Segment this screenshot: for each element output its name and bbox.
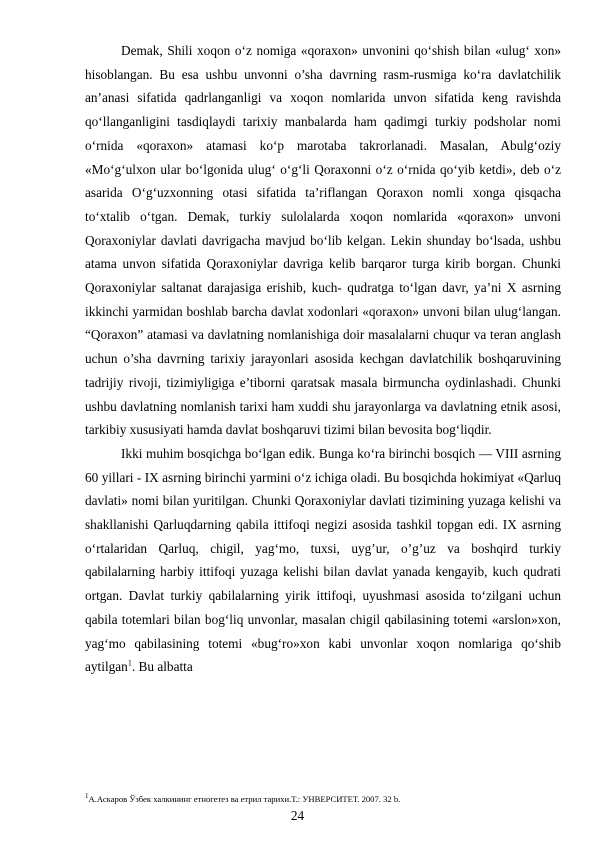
footnote-marker: 1 (85, 792, 89, 801)
page-number: 24 (290, 808, 305, 823)
page-body (85, 39, 561, 679)
footnote-text: А.Аскаров Ўзбек халкининг етногетез ва етрил тарихи.Т.: УНВЕРСИТЕТ. 2007. 32 b. (88, 794, 401, 804)
paragraph-1: Demak, Shili xoqon o‘z nomiga «qoraxon» unvonini qo‘shish bilan «ulug‘ xon» hisoblangan. Bu esa ushbu unvonni o’sha davrning rasm-rusmiga ko‘ra davlatchilik an’anasi sifatida qadrlanganligi va xoqon nomlarida unvon sifatida keng ravishda qo‘llanganligini tasdiqlaydi tarixiy manbalarda ham qadimgi turkiy podsholar nomi o‘rnida «qoraxon» atamasi ko‘p marotaba takrorlanadi. Masalan, Abulg‘oziy «Mo‘g‘ulxon ular bo‘lgonida ulug‘ o‘g‘li Qoraxonni o‘z o‘rnida qo‘yib ketdi», deb o‘z asarida O‘g‘uzxonning otasi sifatida ta’riflangan Qoraxon nomli xonga qisqacha to‘xtalib o‘tgan. Demak, turkiy sulolalarda xoqon nomlarida «qoraxon» unvoni Qoraxoniylar davlati davrigacha mavjud bo‘lib kelgan. Lekin shunday bo‘lsada, ushbu atama unvon sifatida Qoraxoniylar davriga kelib barqaror turga kirib borgan. Chunki Qoraxoniylar saltanat darajasiga erishib, kuch- qudratga to‘lgan davr, ya’ni X asrning ikkinchi yarmidan boshlab barcha davlat xodonlari «qoraxon» unvoni bilan ulug‘langan. “Qoraxon” atamasi va davlatning nomlanishiga doir masalalarni chuqur va teran anglash uchun o’sha davrning tarixiy jarayonlari asosida kechgan davlatchilik boshqaruvining tadrijiy rivoji, tizimiyligiga e’tiborni qaratsak masala birmuncha oydinlashadi. Chunki ushbu davlatning nomlanish tarixi ham xuddi shu jarayonlarga va davlatning etnik asosi, tarkibiy xususiyati hamda davlat boshqaruvi tizimi bilan bevosita bog‘liqdir. (85, 43, 561, 438)
paragraph-2-text: Ikki muhim bosqichga bo‘lgan edik. Bunga ko‘ra birinchi bosqich — VIII asrning 60 yillari - IX asrning birinchi yarmini o‘z ichiga oladi. Bu bosqichda hokimiyat «Qarluq davlati» nomi bilan yuritilgan. Chunki Qoraxoniylar davlati tizimining yuzaga kelishi va shakllanishi Qarluqdarning qabila ittifoqi negizi asosida tashkil topgan edi. IX asrning o‘rtalaridan Qarluq, chigil, yag‘mo, tuxsi, uyg’ur, o’g’uz va boshqird turkiy qabilalarning harbiy ittifoqi yuzaga kelishi bilan davlat yanada kengayib, kuch qudrati ortgan. Davlat turkiy qabilalarning yirik ittifoqi, uyushmasi asosida to‘zilgani uchun qabila totemlari bilan bog‘liq unvonlar, masalan chigil qabilasining totemi «arslon»xon, yag‘mo qabilasining totemi «bug‘ro»xon kabi unvonlar xoqon nomlariga qo‘shib aytilgan (85, 445, 561, 675)
paragraph-2-tail: . Bu albatta (131, 659, 193, 675)
footnote (85, 794, 561, 805)
paragraph-2 (85, 442, 561, 679)
footnote-reference[interactable]: 1 (127, 658, 132, 668)
